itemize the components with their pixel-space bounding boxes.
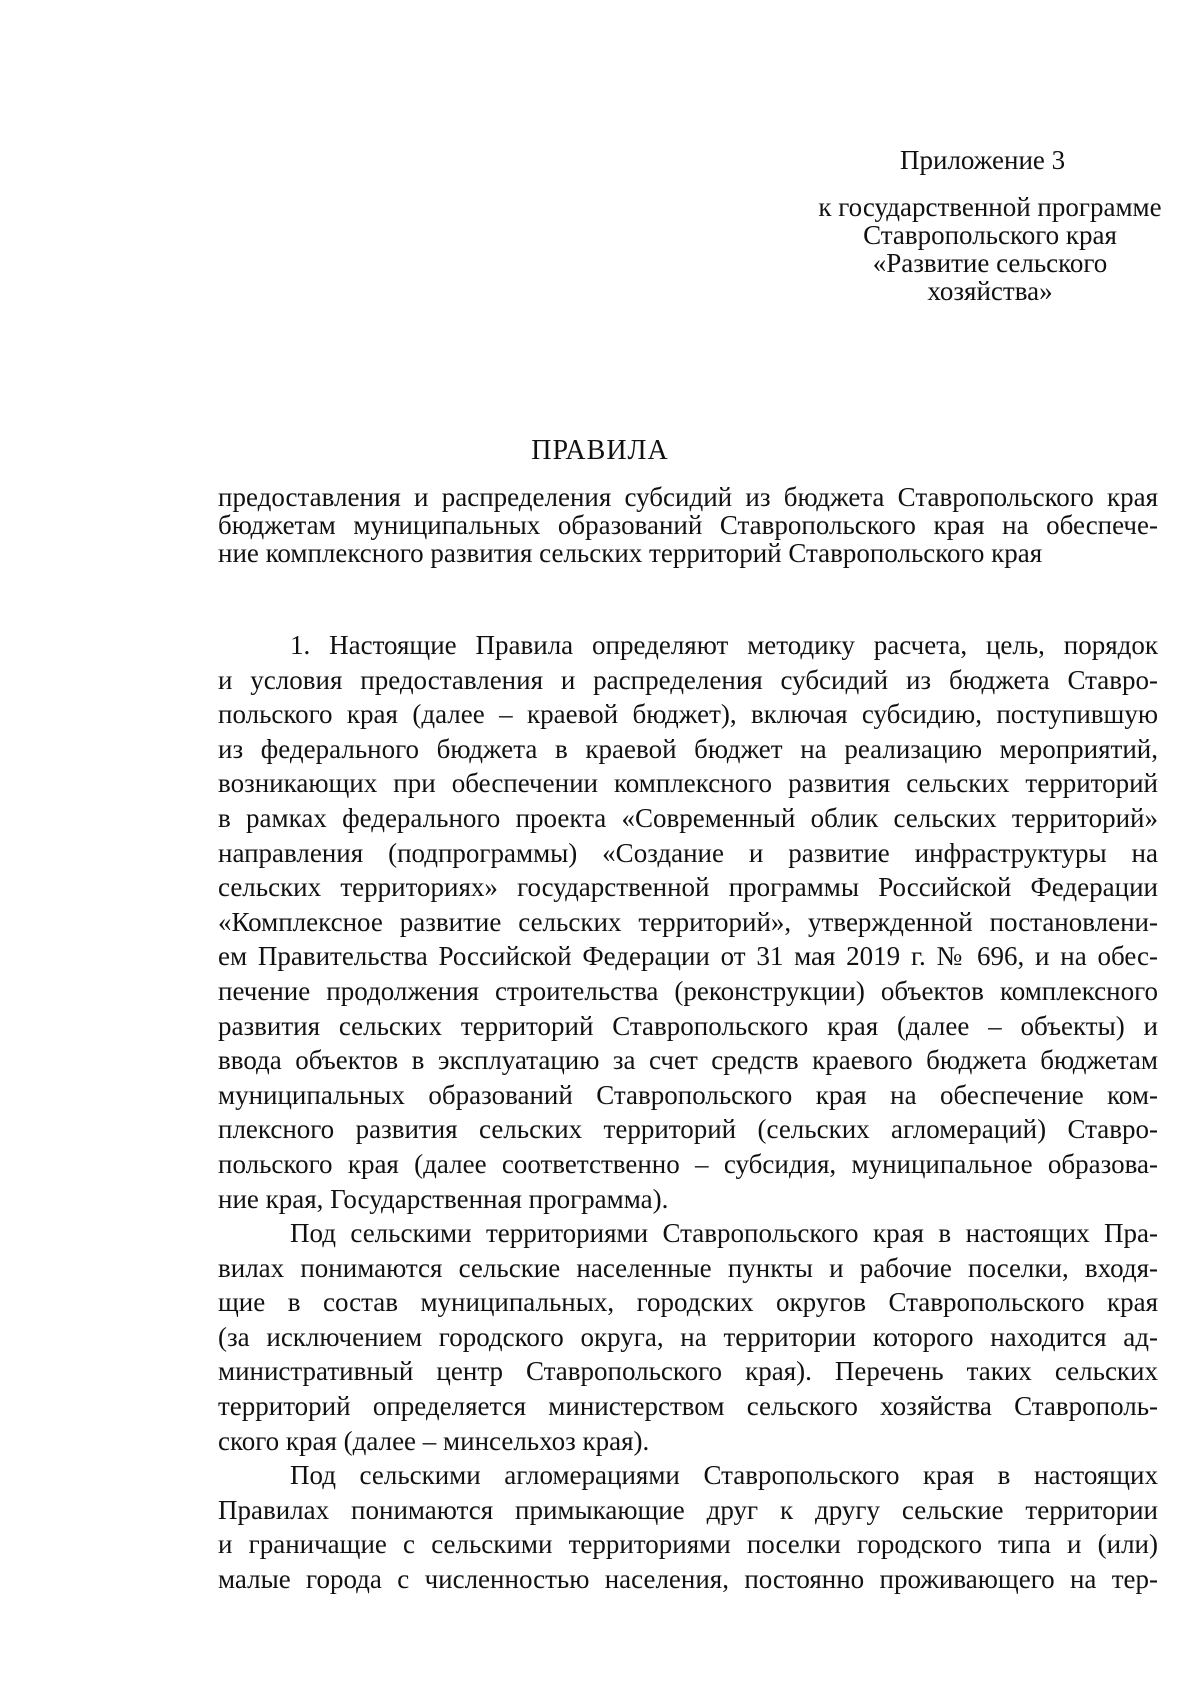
text-line: польского края (далее – краевой бюджет), включая субсидию, поступившую bbox=[218, 699, 1158, 730]
text-line: щие в состав муниципальных, городских округов Ставропольского края bbox=[218, 1287, 1158, 1318]
text-line: развития сельских территорий Ставропольского края (далее – объекты) и bbox=[218, 1010, 1158, 1041]
appendix-ref-line: Ставропольского края bbox=[863, 220, 1117, 250]
text-line: Правилах понимаются примыкающие друг к другу сельские территории bbox=[218, 1494, 1158, 1525]
text-line: министративный центр Ставропольского края). Перечень таких сельских bbox=[218, 1356, 1158, 1387]
text-line: ем Правительства Российской Федерации от 31 мая 2019 г. № 696, и на обес- bbox=[218, 941, 1158, 972]
text-line: «Комплексное развитие сельских территорий», утвержденной постановлени- bbox=[218, 906, 1158, 937]
text-line: вилах понимаются сельские населенные пункты и рабочие поселки, входя- bbox=[218, 1252, 1158, 1283]
appendix-ref-line: «Развитие сельского bbox=[872, 248, 1108, 278]
text-line: и условия предоставления и распределения субсидий из бюджета Ставро- bbox=[218, 664, 1158, 695]
paragraph-1 bbox=[218, 628, 1158, 1216]
paragraph-3 bbox=[218, 1458, 1158, 1596]
text-line: (за исключением городского округа, на территории которого находится ад- bbox=[218, 1321, 1158, 1352]
text-line: и граничащие с сельскими территориями поселки городского типа и (или) bbox=[218, 1529, 1158, 1560]
text-line: малые города с численностью населения, постоянно проживающего на тер- bbox=[218, 1564, 1158, 1595]
text-line: ние края, Государственная программа). bbox=[218, 1183, 669, 1214]
text-line: возникающих при обеспечении комплексного развития сельских территорий bbox=[218, 768, 1158, 799]
text-line: ского края (далее – минсельхоз края). bbox=[218, 1425, 650, 1456]
text-line: территорий определяется министерством сельского хозяйства Ставрополь- bbox=[218, 1391, 1158, 1422]
document-subtitle bbox=[218, 480, 1158, 568]
text-line: сельских территориях» государственной программы Российской Федерации bbox=[218, 872, 1158, 903]
text-line: печение продолжения строительства (реконструкции) объектов комплексного bbox=[218, 975, 1158, 1006]
text-line: польского края (далее соответственно – субсидия, муниципальное образова- bbox=[218, 1148, 1158, 1179]
text-line: муниципальных образований Ставропольского края на обеспечение ком- bbox=[218, 1079, 1158, 1110]
paragraph-2 bbox=[218, 1216, 1158, 1458]
text-line: 1. Настоящие Правила определяют методику расчета, цель, порядок bbox=[290, 630, 1158, 660]
text-line: плексного развития сельских территорий (сельских агломераций) Ставро- bbox=[218, 1114, 1158, 1145]
appendix-reference bbox=[790, 193, 1190, 305]
text-line: направления (подпрограммы) «Создание и развитие инфраструктуры на bbox=[218, 837, 1158, 868]
appendix-ref-line: хозяйства» bbox=[927, 276, 1053, 306]
text-line: Под сельскими агломерациями Ставропольского края в настоящих bbox=[290, 1460, 1158, 1491]
subtitle-line: бюджетам муниципальных образований Ставропольского края на обеспече- bbox=[218, 510, 1158, 540]
text-line: Под сельскими территориями Ставропольского края в настоящих Пра- bbox=[290, 1218, 1158, 1249]
text-line: из федерального бюджета в краевой бюджет на реализацию мероприятий, bbox=[218, 733, 1158, 764]
text-line: в рамках федерального проекта «Современный облик сельских территорий» bbox=[218, 802, 1158, 833]
document-body bbox=[218, 628, 1158, 1597]
subtitle-line: ние комплексного развития сельских территорий Ставропольского края bbox=[218, 538, 1043, 568]
appendix-ref-line: к государственной программе bbox=[818, 192, 1162, 222]
document-title: ПРАВИЛА bbox=[531, 435, 669, 466]
text-line: ввода объектов в эксплуатацию за счет средств краевого бюджета бюджетам bbox=[218, 1045, 1158, 1076]
appendix-title: Приложение 3 bbox=[900, 145, 1066, 175]
subtitle-line: предоставления и распределения субсидий из бюджета Ставропольского края bbox=[218, 482, 1158, 512]
